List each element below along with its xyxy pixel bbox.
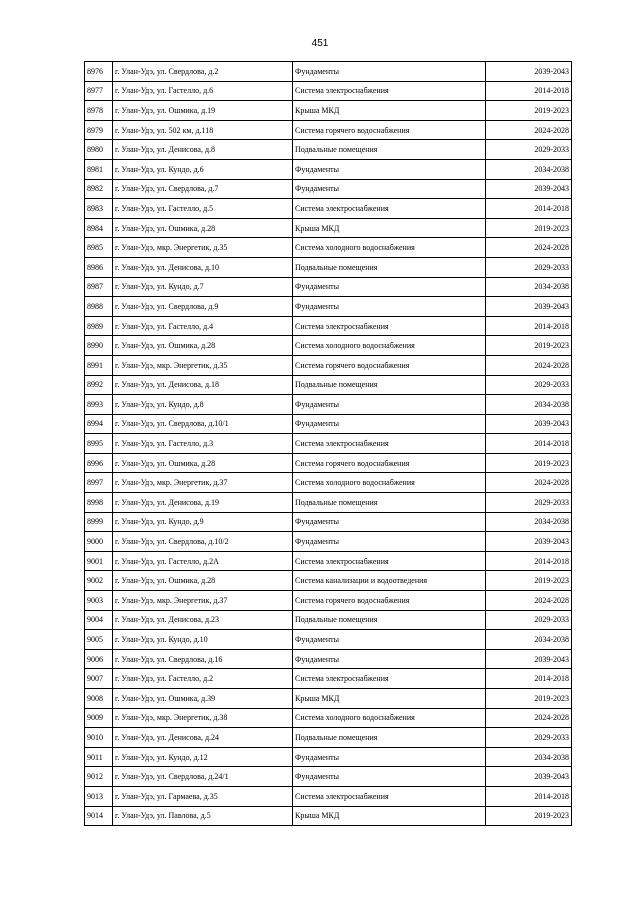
system-cell: Крыша МКД: [293, 689, 486, 709]
row-number: 8997: [85, 473, 113, 493]
table-row: [85, 277, 572, 297]
system-cell: Система холодного водоснабжения: [293, 238, 486, 258]
address-cell: г. Улан-Удэ, мкр. Энергетик, д.37: [113, 473, 293, 493]
table-row: [85, 355, 572, 375]
address-cell: г. Улан-Удэ, ул. Гастелло, д.2: [113, 669, 293, 689]
period-cell: 2024-2028: [486, 355, 572, 375]
table-row: [85, 414, 572, 434]
table-row: [85, 238, 572, 258]
row-number: 9004: [85, 610, 113, 630]
period-cell: 2019-2023: [486, 336, 572, 356]
address-cell: г. Улан-Удэ, ул. 502 км, д.118: [113, 120, 293, 140]
row-number: 8999: [85, 512, 113, 532]
row-number: 8986: [85, 257, 113, 277]
period-cell: 2029-2033: [486, 140, 572, 160]
table-row: [85, 62, 572, 82]
system-cell: Крыша МКД: [293, 218, 486, 238]
row-number: 9011: [85, 747, 113, 767]
address-cell: г. Улан-Удэ, ул. Гастелло, д.4: [113, 316, 293, 336]
system-cell: Подвальные помещения: [293, 493, 486, 513]
row-number: 8991: [85, 355, 113, 375]
table-row: [85, 767, 572, 787]
period-cell: 2024-2028: [486, 708, 572, 728]
row-number: 8985: [85, 238, 113, 258]
row-number: 8983: [85, 199, 113, 219]
period-cell: 2034-2038: [486, 277, 572, 297]
table-row: [85, 591, 572, 611]
period-cell: 2019-2023: [486, 101, 572, 121]
period-cell: 2014-2018: [486, 316, 572, 336]
table-row: [85, 532, 572, 552]
row-number: 8993: [85, 395, 113, 415]
row-number: 8996: [85, 453, 113, 473]
registry-table: [84, 61, 572, 826]
table-row: [85, 551, 572, 571]
address-cell: г. Улан-Удэ, ул. Ошмика, д.28: [113, 571, 293, 591]
row-number: 8982: [85, 179, 113, 199]
row-number: 8994: [85, 414, 113, 434]
address-cell: г. Улан-Удэ, ул. Ошмика, д.28: [113, 218, 293, 238]
system-cell: Фундаменты: [293, 767, 486, 787]
table-row: [85, 806, 572, 826]
table-row: [85, 669, 572, 689]
system-cell: Фундаменты: [293, 512, 486, 532]
row-number: 8989: [85, 316, 113, 336]
row-number: 9013: [85, 786, 113, 806]
system-cell: Фундаменты: [293, 277, 486, 297]
row-number: 8990: [85, 336, 113, 356]
system-cell: Подвальные помещения: [293, 375, 486, 395]
system-cell: Система электроснабжения: [293, 669, 486, 689]
address-cell: г. Улан-Удэ, ул. Свердлова, д.9: [113, 297, 293, 317]
row-number: 9008: [85, 689, 113, 709]
system-cell: Система горячего водоснабжения: [293, 355, 486, 375]
table-row: [85, 728, 572, 748]
row-number: 9012: [85, 767, 113, 787]
address-cell: г. Улан-Удэ, ул. Павлова, д.5: [113, 806, 293, 826]
period-cell: 2024-2028: [486, 238, 572, 258]
address-cell: г. Улан-Удэ, ул. Денисова, д.19: [113, 493, 293, 513]
row-number: 9002: [85, 571, 113, 591]
address-cell: г. Улан-Удэ, ул. Гастелло, д.2А: [113, 551, 293, 571]
address-cell: г. Улан-Удэ, мкр. Энергетик, д.38: [113, 708, 293, 728]
address-cell: г. Улан-Удэ, ул. Денисова, д.8: [113, 140, 293, 160]
row-number: 9007: [85, 669, 113, 689]
address-cell: г. Улан-Удэ, ул. Кундо, д.12: [113, 747, 293, 767]
table-row: [85, 689, 572, 709]
table-row: [85, 571, 572, 591]
table-row: [85, 159, 572, 179]
period-cell: 2019-2023: [486, 806, 572, 826]
row-number: 8980: [85, 140, 113, 160]
address-cell: г. Улан-Удэ, ул. Свердлова, д.2: [113, 62, 293, 82]
address-cell: г. Улан-Удэ, мкр. Энергетик, д.35: [113, 355, 293, 375]
period-cell: 2024-2028: [486, 473, 572, 493]
system-cell: Система электроснабжения: [293, 199, 486, 219]
table-row: [85, 179, 572, 199]
row-number: 9005: [85, 630, 113, 650]
address-cell: г. Улан-Удэ, ул. Денисова, д.23: [113, 610, 293, 630]
system-cell: Фундаменты: [293, 747, 486, 767]
row-number: 8995: [85, 434, 113, 454]
system-cell: Фундаменты: [293, 297, 486, 317]
table-row: [85, 375, 572, 395]
row-number: 8981: [85, 159, 113, 179]
system-cell: Подвальные помещения: [293, 140, 486, 160]
period-cell: 2034-2038: [486, 159, 572, 179]
address-cell: г. Улан-Удэ, ул. Гастелло, д.5: [113, 199, 293, 219]
period-cell: 2034-2038: [486, 747, 572, 767]
registry-table-body: [85, 62, 572, 826]
system-cell: Фундаменты: [293, 62, 486, 82]
table-row: [85, 316, 572, 336]
period-cell: 2019-2023: [486, 571, 572, 591]
table-row: [85, 395, 572, 415]
period-cell: 2029-2033: [486, 493, 572, 513]
address-cell: г. Улан-Удэ, ул. Денисова, д.18: [113, 375, 293, 395]
address-cell: г. Улан-Удэ, ул. Свердлова, д.16: [113, 649, 293, 669]
system-cell: Фундаменты: [293, 532, 486, 552]
period-cell: 2039-2043: [486, 62, 572, 82]
row-number: 8979: [85, 120, 113, 140]
table-row: [85, 747, 572, 767]
address-cell: г. Улан-Удэ, мкр. Энергетик, д.35: [113, 238, 293, 258]
period-cell: 2019-2023: [486, 689, 572, 709]
period-cell: 2024-2028: [486, 120, 572, 140]
row-number: 8992: [85, 375, 113, 395]
address-cell: г. Улан-Удэ, ул. Свердлова, д.24/1: [113, 767, 293, 787]
system-cell: Подвальные помещения: [293, 257, 486, 277]
table-row: [85, 434, 572, 454]
system-cell: Фундаменты: [293, 159, 486, 179]
row-number: 8978: [85, 101, 113, 121]
system-cell: Фундаменты: [293, 649, 486, 669]
row-number: 8977: [85, 81, 113, 101]
row-number: 8988: [85, 297, 113, 317]
period-cell: 2039-2043: [486, 297, 572, 317]
table-row: [85, 453, 572, 473]
table-row: [85, 708, 572, 728]
period-cell: 2014-2018: [486, 669, 572, 689]
row-number: 9009: [85, 708, 113, 728]
table-row: [85, 649, 572, 669]
row-number: 8984: [85, 218, 113, 238]
period-cell: 2039-2043: [486, 532, 572, 552]
row-number: 9001: [85, 551, 113, 571]
table-row: [85, 257, 572, 277]
system-cell: Система горячего водоснабжения: [293, 453, 486, 473]
address-cell: г. Улан-Удэ, ул. Кундо, д.6: [113, 159, 293, 179]
system-cell: Система электроснабжения: [293, 81, 486, 101]
period-cell: 2014-2018: [486, 551, 572, 571]
table-row: [85, 101, 572, 121]
address-cell: г. Улан-Удэ, ул. Гармаева, д.35: [113, 786, 293, 806]
period-cell: 2029-2033: [486, 375, 572, 395]
table-row: [85, 199, 572, 219]
period-cell: 2024-2028: [486, 591, 572, 611]
table-row: [85, 336, 572, 356]
row-number: 8976: [85, 62, 113, 82]
table-row: [85, 120, 572, 140]
period-cell: 2014-2018: [486, 199, 572, 219]
period-cell: 2029-2033: [486, 257, 572, 277]
address-cell: г. Улан-Удэ, ул. Ошмика, д.28: [113, 336, 293, 356]
system-cell: Система электроснабжения: [293, 786, 486, 806]
address-cell: г. Улан-Удэ, ул. Кундо, д.10: [113, 630, 293, 650]
address-cell: г. Улан-Удэ, мкр. Энергетик, д.37: [113, 591, 293, 611]
table-row: [85, 218, 572, 238]
system-cell: Фундаменты: [293, 179, 486, 199]
period-cell: 2029-2033: [486, 728, 572, 748]
table-row: [85, 493, 572, 513]
system-cell: Крыша МКД: [293, 806, 486, 826]
table-row: [85, 81, 572, 101]
address-cell: г. Улан-Удэ, ул. Ошмика, д.19: [113, 101, 293, 121]
table-row: [85, 512, 572, 532]
table-row: [85, 140, 572, 160]
system-cell: Крыша МКД: [293, 101, 486, 121]
address-cell: г. Улан-Удэ, ул. Кундо, д.8: [113, 395, 293, 415]
system-cell: Система электроснабжения: [293, 316, 486, 336]
table-row: [85, 297, 572, 317]
row-number: 9010: [85, 728, 113, 748]
table-row: [85, 786, 572, 806]
system-cell: Подвальные помещения: [293, 728, 486, 748]
address-cell: г. Улан-Удэ, ул. Свердлова, д.7: [113, 179, 293, 199]
period-cell: 2019-2023: [486, 218, 572, 238]
table-row: [85, 473, 572, 493]
address-cell: г. Улан-Удэ, ул. Гастелло, д.3: [113, 434, 293, 454]
system-cell: Фундаменты: [293, 414, 486, 434]
table-row: [85, 630, 572, 650]
system-cell: Система электроснабжения: [293, 434, 486, 454]
period-cell: 2034-2038: [486, 630, 572, 650]
address-cell: г. Улан-Удэ, ул. Ошмика, д.28: [113, 453, 293, 473]
address-cell: г. Улан-Удэ, ул. Денисова, д.24: [113, 728, 293, 748]
row-number: 9014: [85, 806, 113, 826]
period-cell: 2039-2043: [486, 179, 572, 199]
system-cell: Фундаменты: [293, 395, 486, 415]
address-cell: г. Улан-Удэ, ул. Свердлова, д.10/1: [113, 414, 293, 434]
row-number: 8987: [85, 277, 113, 297]
period-cell: 2014-2018: [486, 434, 572, 454]
address-cell: г. Улан-Удэ, ул. Кундо, д.9: [113, 512, 293, 532]
period-cell: 2019-2023: [486, 453, 572, 473]
address-cell: г. Улан-Удэ, ул. Гастелло, д.6: [113, 81, 293, 101]
address-cell: г. Улан-Удэ, ул. Свердлова, д.10/2: [113, 532, 293, 552]
system-cell: Система холодного водоснабжения: [293, 708, 486, 728]
system-cell: Система холодного водоснабжения: [293, 336, 486, 356]
system-cell: Фундаменты: [293, 630, 486, 650]
row-number: 8998: [85, 493, 113, 513]
period-cell: 2039-2043: [486, 767, 572, 787]
system-cell: Система горячего водоснабжения: [293, 591, 486, 611]
page-number: 451: [311, 38, 329, 49]
period-cell: 2029-2033: [486, 610, 572, 630]
address-cell: г. Улан-Удэ, ул. Денисова, д.10: [113, 257, 293, 277]
period-cell: 2014-2018: [486, 786, 572, 806]
row-number: 9003: [85, 591, 113, 611]
system-cell: Система холодного водоснабжения: [293, 473, 486, 493]
period-cell: 2034-2038: [486, 395, 572, 415]
period-cell: 2039-2043: [486, 414, 572, 434]
row-number: 9006: [85, 649, 113, 669]
table-row: [85, 610, 572, 630]
address-cell: г. Улан-Удэ, ул. Ошмика, д.39: [113, 689, 293, 709]
system-cell: Система электроснабжения: [293, 551, 486, 571]
system-cell: Система горячего водоснабжения: [293, 120, 486, 140]
period-cell: 2034-2038: [486, 512, 572, 532]
address-cell: г. Улан-Удэ, ул. Кундо, д.7: [113, 277, 293, 297]
system-cell: Подвальные помещения: [293, 610, 486, 630]
row-number: 9000: [85, 532, 113, 552]
system-cell: Система канализации и водоотведения: [293, 571, 486, 591]
period-cell: 2014-2018: [486, 81, 572, 101]
period-cell: 2039-2043: [486, 649, 572, 669]
